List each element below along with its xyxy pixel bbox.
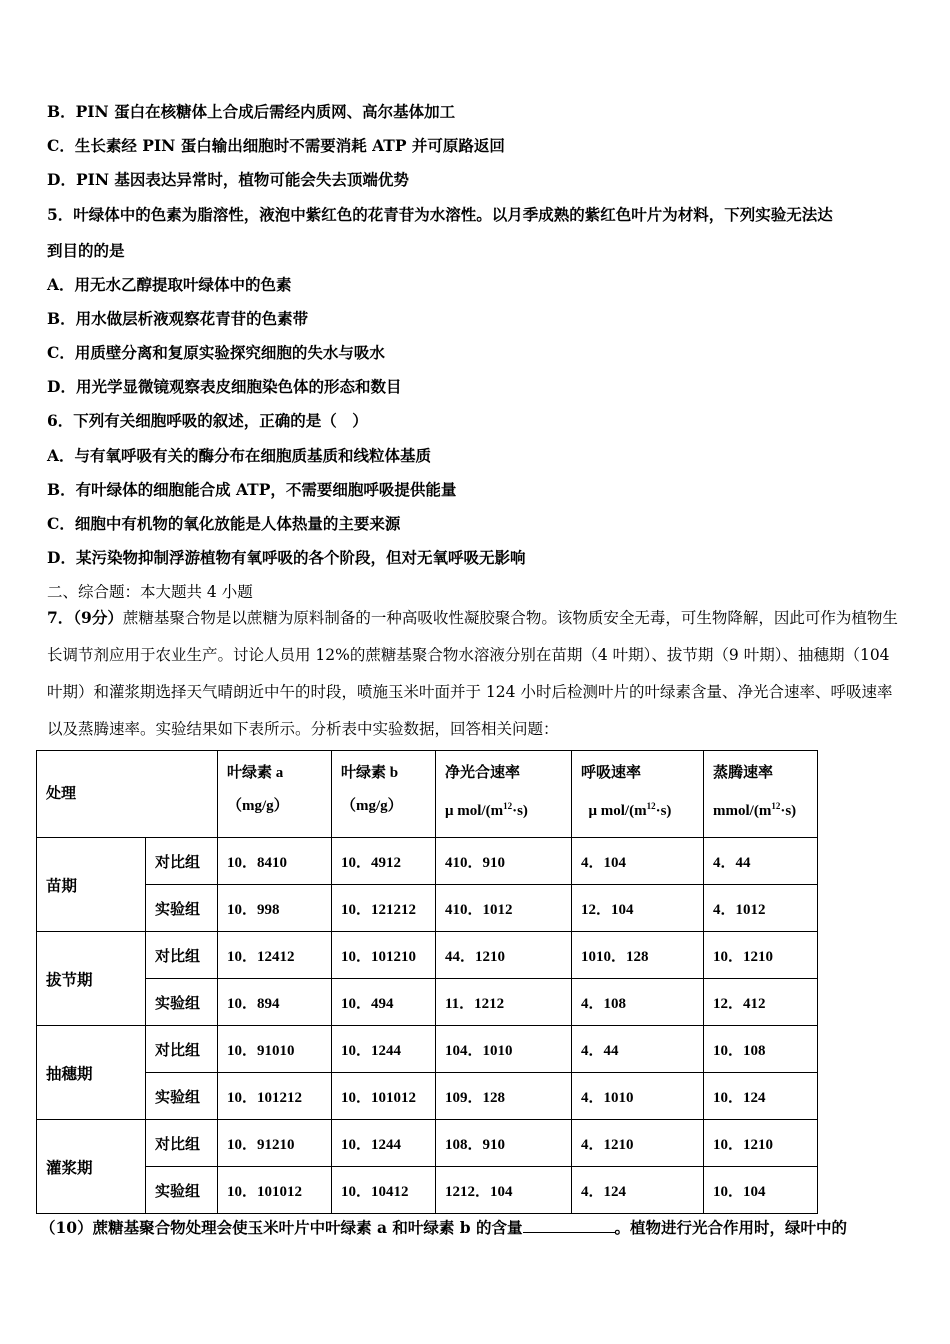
section-heading: 二、综合题：本大题共 4 小题 xyxy=(47,583,253,601)
stage-cell: 抽穗期 xyxy=(37,1026,146,1120)
resp-rate-cell: 4．1010 xyxy=(572,1073,704,1120)
resp-rate-cell: 4．44 xyxy=(572,1026,704,1073)
chl-b-cell: 10．4912 xyxy=(332,838,436,885)
header-chl-b xyxy=(332,751,436,838)
table-row xyxy=(37,932,818,979)
option-a-q5: A．用无水乙醇提取叶绿体中的色素 xyxy=(47,275,292,294)
trans-rate-cell: 10．124 xyxy=(704,1073,818,1120)
option-a-q6: A．与有氧呼吸有关的酶分布在细胞质基质和线粒体基质 xyxy=(47,446,432,465)
chl-a-cell: 10．101012 xyxy=(218,1167,332,1214)
option-c-q6: C．细胞中有机物的氧化放能是人体热量的主要来源 xyxy=(47,514,401,533)
group-cell: 对比组 xyxy=(146,1120,218,1167)
net-rate-cell: 104．1010 xyxy=(436,1026,572,1073)
chl-b-cell: 10．101210 xyxy=(332,932,436,979)
header-trans-rate xyxy=(704,751,818,838)
chl-a-cell: 10．101212 xyxy=(218,1073,332,1120)
option-c-q5: C．用质壁分离和复原实验探究细胞的失水与吸水 xyxy=(47,343,385,362)
question-7-body: 蔗糖基聚合物是以蔗糖为原料制备的一种高吸收性凝胶聚合物。该物质安全无毒，可生物降解，因此可作为植物生长调节剂应用于农业生产。讨论人员用 12%的蔗糖基聚合物水溶液分别在苗期（4 叶期）、拔节期（9 叶期）、抽穗期（104 叶期）和灌浆期选择天气晴朗近中午的时段，喷施玉米叶面并于 124 小时后检测叶片的叶绿素含量、净光合速率、呼吸速率以及蒸腾速率。实验结果如下表所示。分析表中实验数据，回答相关问题： xyxy=(47,609,898,738)
table-row xyxy=(37,885,818,932)
chl-b-cell: 10．101012 xyxy=(332,1073,436,1120)
header-chl-b-label: 叶绿素 b xyxy=(341,765,399,781)
net-rate-cell: 410．1012 xyxy=(436,885,572,932)
trans-rate-cell: 10．104 xyxy=(704,1167,818,1214)
header-resp-unit: μ mol/$(m^{12}\cdot s)$ xyxy=(588,801,672,819)
table-row xyxy=(37,979,818,1026)
table-row xyxy=(37,1026,818,1073)
header-chl-a-label: 叶绿素 a xyxy=(227,765,284,781)
header-net-unit: μ mol/$(m^{12}\cdot s)$ xyxy=(445,801,528,819)
stage-cell: 拔节期 xyxy=(37,932,146,1026)
chl-b-cell: 10．10412 xyxy=(332,1167,436,1214)
option-c-q4: C．生长素经 PIN 蛋白输出细胞时不需要消耗 ATP 并可原路返回 xyxy=(47,136,505,155)
stage-cell: 灌浆期 xyxy=(37,1120,146,1214)
option-b-q6: B．有叶绿体的细胞能合成 ATP，不需要细胞呼吸提供能量 xyxy=(47,480,457,499)
question-5-stem-cont: 到目的的是 xyxy=(47,241,125,260)
trans-rate-cell: 10．1210 xyxy=(704,932,818,979)
header-resp-label: 呼吸速率 xyxy=(581,765,642,781)
group-cell: 对比组 xyxy=(146,932,218,979)
header-chl-a xyxy=(218,751,332,838)
header-treatment xyxy=(37,751,218,838)
option-d-q5: D．用光学显微镜观察表皮细胞染色体的形态和数目 xyxy=(47,377,402,396)
header-chl-b-unit: （mg/g） xyxy=(341,798,403,814)
question-7-sub-10 xyxy=(40,1217,847,1238)
table-row xyxy=(37,1120,818,1167)
question-5-stem: 5．叶绿体中的色素为脂溶性，液泡中紫红色的花青苷为水溶性。以月季成熟的紫红色叶片为材料，下列实验无法达 xyxy=(47,205,833,224)
option-d-q6: D．某污染物抑制浮游植物有氧呼吸的各个阶段，但对无氧呼吸无影响 xyxy=(47,548,526,567)
resp-rate-cell: 4．1210 xyxy=(572,1120,704,1167)
header-treatment-label: 处理 xyxy=(46,785,77,802)
header-resp-rate xyxy=(572,751,704,838)
header-trans-unit: mmol/$(m^{12}\cdot s)$ xyxy=(713,801,797,819)
trans-rate-cell: 4．1012 xyxy=(704,885,818,932)
header-net-label: 净光合速率 xyxy=(445,765,521,781)
chl-a-cell: 10．894 xyxy=(218,979,332,1026)
net-rate-cell: 1212．104 xyxy=(436,1167,572,1214)
resp-rate-cell: 4．124 xyxy=(572,1167,704,1214)
table-row xyxy=(37,1167,818,1214)
option-b-q4: B．PIN 蛋白在核糖体上合成后需经内质网、高尔基体加工 xyxy=(47,102,456,121)
table-header-row xyxy=(37,751,818,838)
results-table xyxy=(36,750,818,1214)
resp-rate-cell: 1010．128 xyxy=(572,932,704,979)
question-7-text xyxy=(47,599,907,748)
chl-b-cell: 10．121212 xyxy=(332,885,436,932)
resp-rate-cell: 12．104 xyxy=(572,885,704,932)
table-row xyxy=(37,838,818,885)
chl-a-cell: 10．12412 xyxy=(218,932,332,979)
option-b-q5: B．用水做层析液观察花青苷的色素带 xyxy=(47,309,309,328)
group-cell: 实验组 xyxy=(146,885,218,932)
resp-rate-cell: 4．104 xyxy=(572,838,704,885)
net-rate-cell: 109．128 xyxy=(436,1073,572,1120)
trans-rate-cell: 10．1210 xyxy=(704,1120,818,1167)
group-cell: 对比组 xyxy=(146,838,218,885)
question-7-label: 7．（9分） xyxy=(47,608,123,627)
group-cell: 对比组 xyxy=(146,1026,218,1073)
chl-a-cell: 10．91010 xyxy=(218,1026,332,1073)
option-d-q4: D．PIN 基因表达异常时，植物可能会失去顶端优势 xyxy=(47,170,409,189)
chl-b-cell: 10．1244 xyxy=(332,1120,436,1167)
trans-rate-cell: 10．108 xyxy=(704,1026,818,1073)
chl-b-cell: 10．1244 xyxy=(332,1026,436,1073)
net-rate-cell: 44．1210 xyxy=(436,932,572,979)
group-cell: 实验组 xyxy=(146,979,218,1026)
chl-b-cell: 10．494 xyxy=(332,979,436,1026)
header-chl-a-unit: （mg/g） xyxy=(227,798,289,814)
table-row xyxy=(37,1073,818,1120)
stage-cell: 苗期 xyxy=(37,838,146,932)
group-cell: 实验组 xyxy=(146,1167,218,1214)
answer-blank[interactable] xyxy=(523,1217,615,1233)
net-rate-cell: 11．1212 xyxy=(436,979,572,1026)
chl-a-cell: 10．91210 xyxy=(218,1120,332,1167)
net-rate-cell: 108．910 xyxy=(436,1120,572,1167)
net-rate-cell: 410．910 xyxy=(436,838,572,885)
sub-10-text-a: （10）蔗糖基聚合物处理会使玉米叶片中叶绿素 a 和叶绿素 b 的含量 xyxy=(40,1218,523,1237)
trans-rate-cell: 12．412 xyxy=(704,979,818,1026)
group-cell: 实验组 xyxy=(146,1073,218,1120)
header-trans-label: 蒸腾速率 xyxy=(713,765,774,781)
sub-10-text-b: 。植物进行光合作用时，绿叶中的 xyxy=(614,1218,848,1237)
chl-a-cell: 10．8410 xyxy=(218,838,332,885)
trans-rate-cell: 4．44 xyxy=(704,838,818,885)
header-net-rate xyxy=(436,751,572,838)
question-6-stem: 6．下列有关细胞呼吸的叙述，正确的是（ ） xyxy=(47,411,368,430)
resp-rate-cell: 4．108 xyxy=(572,979,704,1026)
chl-a-cell: 10．998 xyxy=(218,885,332,932)
